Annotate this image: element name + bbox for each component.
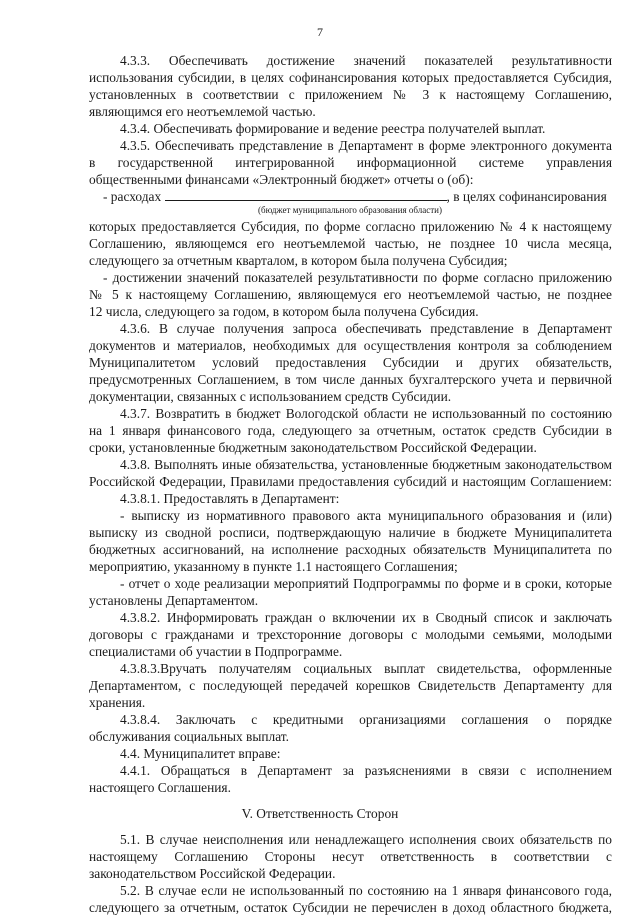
paragraph-line: 4.3.6. В случае получения запроса обеспечивать представление в Департамент [120, 321, 612, 336]
paragraph-line: выписку из сводной росписи, подтверждающую наличие в бюджете Муниципалитета [89, 525, 612, 540]
paragraph-line: в государственной интегрированной информационной системе управления [89, 155, 612, 170]
paragraph-line: Российской Федерации, Правилами предоставления субсидий и настоящим Соглашением: [89, 474, 612, 489]
paragraph-line: договоры с гражданами и трехсторонние договоры с молодыми семьями, молодыми [89, 627, 612, 642]
paragraph-line: 4.3.8.3.Вручать получателям социальных выплат свидетельства, оформленные [120, 661, 612, 676]
paragraph-line: хранения. [89, 695, 146, 710]
paragraph-line: 4.3.3. Обеспечивать достижение значений показателей результативности [120, 53, 612, 68]
paragraph-line: установленных в соответствии с приложением № 3 к настоящему Соглашению, [89, 87, 612, 102]
paragraph-line: № 5 к настоящему Соглашению, являющемуся его неотъемлемой частью, не позднее [89, 287, 612, 302]
paragraph-line: 4.3.8.4. Заключать с кредитными организациями соглашения о порядке [120, 712, 612, 727]
paragraph-line: - отчет о ходе реализации мероприятий Подпрограммы по форме и в сроки, которые [120, 576, 612, 591]
paragraph-line: предусмотренных Соглашением, в том числе данных бухгалтерского учета и первичной [89, 372, 612, 387]
paragraph-line: Департаментом, с последующей передачей корешков Свидетельств Департаменту для [89, 678, 612, 693]
paragraph-line: мероприятию, указанному в пункте 1.1 настоящего Соглашения; [89, 559, 458, 574]
expense-suffix: , в целях софинансирования [446, 189, 607, 204]
paragraph-line: - выписку из нормативного правового акта муниципального образования и (или) [120, 508, 612, 523]
paragraph-line: 4.3.5. Обеспечивать представление в Департамент в форме электронного документа [120, 138, 612, 153]
paragraph-line: 5.2. В случае если не использованный по состоянию на 1 января финансового года, [120, 883, 612, 898]
paragraph-line: на 1 января финансового года, следующего за отчетным, остаток средств Субсидии в [89, 423, 612, 438]
paragraph-line: 4.3.4. Обеспечивать формирование и ведение реестра получателей выплат. [120, 121, 546, 136]
paragraph-line: 4.3.8.1. Предоставлять в Департамент: [120, 491, 340, 506]
paragraph-line: 4.4.1. Обращаться в Департамент за разъяснениями в связи с исполнением [120, 763, 612, 778]
paragraph-line: документов и материалов, необходимых для осуществления контроля за соблюдением [89, 338, 612, 353]
budget-blank-field [165, 200, 447, 201]
expense-label: - расходах [103, 189, 162, 204]
page-number: 7 [317, 25, 323, 39]
paragraph-line: 12 числа, следующего за годом, в котором была получена Субсидия. [89, 304, 479, 319]
paragraph-line: настоящему Соглашению Стороны несут ответственность в соответствии с [89, 849, 612, 864]
paragraph-line: настоящего Соглашения. [89, 780, 231, 795]
paragraph-line: 4.4. Муниципалитет вправе: [120, 746, 281, 761]
paragraph-line: являющимся его неотъемлемой частью. [89, 104, 316, 119]
paragraph-line: законодательством Российской Федерации. [89, 866, 336, 881]
paragraph-line: - достижении значений показателей результативности по форме согласно приложению [103, 270, 612, 285]
section-heading: V. Ответственность Сторон [241, 806, 399, 821]
budget-field-caption: (бюджет муниципального образования области) [258, 205, 442, 215]
paragraph-line: Соглашению, являющемся его неотъемлемой частью, не позднее 10 числа месяца, [89, 236, 612, 251]
paragraph-line: Муниципалитетом условий предоставления Субсидии и других обязательств, [89, 355, 612, 370]
paragraph-line: установлены Департаментом. [89, 593, 259, 608]
paragraph-line: обслуживания социальных выплат. [89, 729, 289, 744]
paragraph-line: следующего за отчетным кварталом, в котором была получена Субсидия; [89, 253, 508, 268]
paragraph-line: общественными финансами «Электронный бюджет» отчеты о (об): [89, 172, 474, 187]
paragraph-line: использования субсидии, в целях софинансирования которых предоставляется Субсидия, [89, 70, 612, 85]
paragraph-line: 5.1. В случае неисполнения или ненадлежащего исполнения своих обязательств по [120, 832, 612, 847]
expense-report-line [103, 188, 612, 205]
paragraph-line: которых предоставляется Субсидия, по форме согласно приложению № 4 к настоящему [89, 219, 612, 234]
paragraph-line: следующего за отчетным, остаток Субсидии не перечислен в доход областного бюджета, [89, 900, 612, 915]
paragraph-line: бюджетных ассигнований, на исполнение расходных обязательств Муниципалитета по [89, 542, 612, 557]
paragraph-line: 4.3.8.2. Информировать граждан о включении их в Сводный список и заключать [120, 610, 612, 625]
paragraph-line: сроки, установленные бюджетным законодательством Российской Федерации. [89, 440, 537, 455]
paragraph-line: 4.3.8. Выполнять иные обязательства, установленные бюджетным законодательством [120, 457, 612, 472]
paragraph-line: специалистами об участии в Подпрограмме. [89, 644, 343, 659]
paragraph-line: 4.3.7. Возвратить в бюджет Вологодской области не использованный по состоянию [120, 406, 612, 421]
paragraph-line: документации, связанных с использованием средств Субсидии. [89, 389, 452, 404]
